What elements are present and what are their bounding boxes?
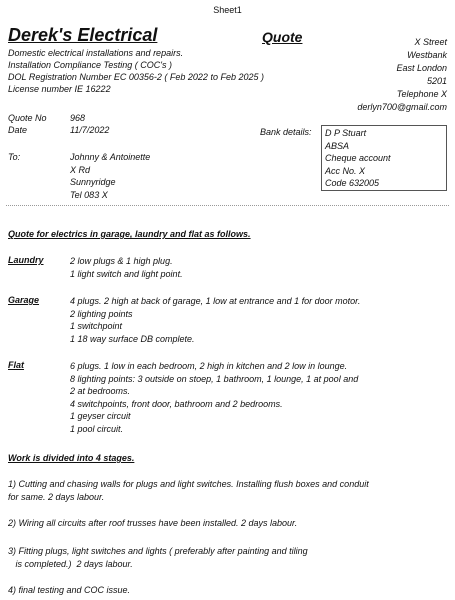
company-detail-line: DOL Registration Number EC 00356-2 ( Feb 2022 to Feb 2025 ) <box>8 72 264 82</box>
company-address <box>357 36 447 114</box>
list-item: 6 plugs. 1 low in each bedroom, 2 high in kitchen and 2 low in lounge. <box>70 361 348 371</box>
list-item: 2 lighting points <box>70 308 133 319</box>
list-item: 2 low plugs & 1 high plug. <box>70 256 173 266</box>
address-email: derlyn700@gmail.com <box>357 102 447 112</box>
list-item: 8 lighting points: 3 outside on stoep, 1 bathroom, 1 lounge, 1 at pool and <box>70 373 359 384</box>
stages-heading: Work is divided into 4 stages. <box>8 453 135 463</box>
stage-line: 4) final testing and COC issue. <box>8 585 131 595</box>
list-item: 2 at bedrooms. <box>70 386 131 396</box>
date-label: Date <box>8 125 28 135</box>
address-line: X Street <box>414 37 447 47</box>
company-name: Derek's Electrical <box>8 25 158 45</box>
quote-no-label: Quote No <box>8 113 47 123</box>
address-line: Westbank <box>407 50 447 60</box>
recipient <box>70 151 150 202</box>
bank-line: Cheque account <box>325 153 391 163</box>
list-item: 1 light switch and light point. <box>70 268 183 279</box>
date-value: 11/7/2022 <box>70 125 110 135</box>
section-label-laundry: Laundry <box>8 255 44 265</box>
company-detail-line: Installation Compliance Testing ( COC's ) <box>8 60 172 70</box>
stage-line: for same. 2 days labour. <box>8 491 105 502</box>
address-line: Telephone X <box>396 89 447 99</box>
bank-line: Code 632005 <box>325 178 380 188</box>
company-detail-line: License number IE 16222 <box>8 84 111 94</box>
stage-line: 1) Cutting and chasing walls for plugs and light switches. Installing flush boxes and conduit <box>8 479 369 489</box>
section-items-garage <box>70 295 360 345</box>
list-item: 4 plugs. 2 high at back of garage, 1 low at entrance and 1 for door motor. <box>70 296 361 306</box>
address-line: 5201 <box>426 76 447 86</box>
company-details <box>8 47 264 95</box>
bank-line: D P Stuart <box>325 128 367 138</box>
document-title: Quote <box>262 29 303 45</box>
list-item: 1 pool circuit. <box>70 423 124 434</box>
list-item: 4 switchpoints, front door, bathroom and 2 bedrooms. <box>70 398 283 409</box>
bank-details-box <box>321 125 447 191</box>
recipient-line: Tel 083 X <box>70 190 108 201</box>
section-items-laundry <box>70 255 183 280</box>
list-item: 1 switchpoint <box>70 321 123 331</box>
stage-1 <box>8 478 369 503</box>
to-label: To: <box>8 152 21 162</box>
recipient-line: Sunnyridge <box>70 177 116 188</box>
bank-line: ABSA <box>325 140 350 151</box>
section-divider <box>6 205 449 206</box>
section-items-flat <box>70 360 358 435</box>
stage-2 <box>8 517 297 530</box>
stage-3 <box>8 545 308 570</box>
list-item: 1 18 way surface DB complete. <box>70 333 195 344</box>
sheet-tab-label: Sheet1 <box>213 5 242 15</box>
stage-line: is completed.) 2 days labour. <box>8 558 133 569</box>
bank-line: Acc No. X <box>325 165 366 176</box>
address-line: East London <box>396 63 447 73</box>
quote-heading: Quote for electrics in garage, laundry and flat as follows. <box>8 229 251 239</box>
recipient-line: Johnny & Antoinette <box>70 152 151 162</box>
quote-no-value: 968 <box>70 113 86 123</box>
bank-details-label: Bank details: <box>260 127 312 137</box>
stage-line: 2) Wiring all circuits after roof trusses have been installed. 2 days labour. <box>8 518 298 528</box>
stage-4 <box>8 584 130 597</box>
recipient-line: X Rd <box>70 164 91 175</box>
list-item: 1 geyser circuit <box>70 411 131 421</box>
section-label-flat: Flat <box>8 360 25 370</box>
company-detail-line: Domestic electrical installations and repairs. <box>8 48 184 58</box>
stage-line: 3) Fitting plugs, light switches and lights ( preferably after painting and tiling <box>8 546 308 556</box>
section-label-garage: Garage <box>8 295 40 305</box>
